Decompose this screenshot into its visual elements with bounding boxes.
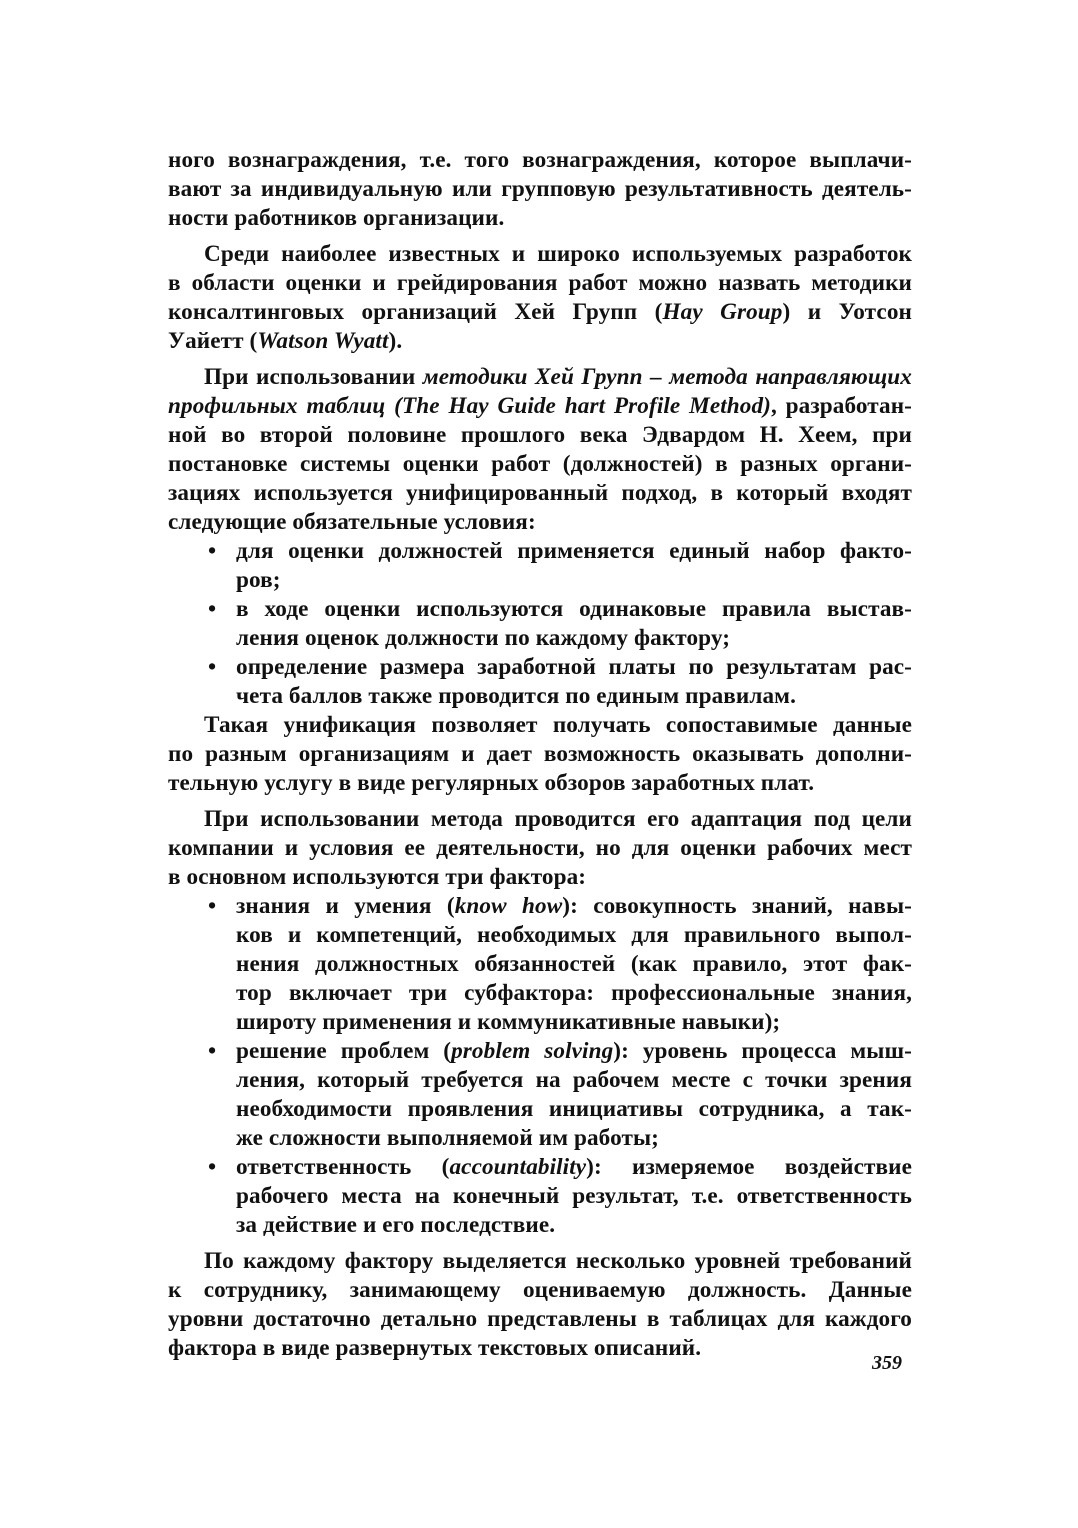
text-run: ): измеряемое воздействие — [586, 1154, 912, 1180]
text-line: рабочего места на конечный результат, т.е. ответственность — [236, 1183, 912, 1209]
text-line: ности работников организации. — [168, 205, 505, 231]
text-line: в области оценки и грейдирования работ можно назвать методики — [168, 270, 912, 296]
text-line: постановке системы оценки работ (должностей) в разных органи- — [168, 451, 912, 477]
page-text-column — [168, 146, 912, 1363]
text-line — [168, 1153, 912, 1182]
paragraph — [168, 240, 912, 356]
text-line: При использовании метода проводится его адаптация под цели — [204, 806, 912, 832]
text-line: компании и условия ее деятельности, но для оценки рабочих мест — [168, 835, 912, 861]
text-run: При использовании — [204, 364, 423, 390]
italic-term: Watson Wyatt — [257, 328, 389, 354]
text-line: к сотруднику, занимающему оцениваемую должность. Данные — [168, 1277, 912, 1303]
text-run: для оценки должностей применяется единый набор факто- — [236, 538, 912, 564]
text-run: ): уровень процесса мыш- — [613, 1038, 912, 1064]
paragraph — [168, 1247, 912, 1363]
text-line: ления оценок должности по каждому фактору; — [236, 625, 731, 651]
text-line: же сложности выполняемой им работы; — [236, 1125, 659, 1151]
text-line: тор включает три субфактора: профессиональные знания, — [236, 980, 912, 1006]
text-line — [168, 1037, 912, 1066]
text-line: ного вознаграждения, т.е. того вознаграждения, которое выплачи- — [168, 147, 912, 173]
text-line — [168, 327, 912, 356]
text-run: Уайетт ( — [168, 328, 258, 354]
text-run: ) и Уотсон — [782, 299, 912, 325]
text-line: фактора в виде развернутых текстовых описаний. — [168, 1335, 702, 1361]
text-line: Среди наиболее известных и широко используемых разработок — [204, 241, 912, 267]
paragraph — [168, 146, 912, 233]
text-line: уровни достаточно детально представлены в таблицах для каждого — [168, 1306, 912, 1332]
text-line: Такая унификация позволяет получать сопоставимые данные — [204, 712, 912, 738]
italic-term: know how — [454, 893, 563, 919]
text-line: ления, который требуется на рабочем месте с точки зрения — [236, 1067, 912, 1093]
text-line: за действие и его последствие. — [236, 1212, 556, 1238]
text-run: решение проблем ( — [236, 1038, 452, 1064]
bullet-icon: • — [208, 538, 217, 564]
list-item — [168, 1037, 912, 1153]
text-line: ров; — [236, 567, 281, 593]
bullet-list — [168, 537, 912, 711]
text-line: зациях используется унифицированный подход, в который входят — [168, 480, 912, 506]
text-line — [168, 537, 912, 566]
text-line — [168, 298, 912, 327]
text-run: консалтинговых организаций Хей Групп ( — [168, 299, 663, 325]
text-line: широту применения и коммуникативные навыки); — [236, 1009, 781, 1035]
bullet-list — [168, 892, 912, 1240]
text-line: следующие обязательные условия: — [168, 509, 536, 535]
text-run: , разработан- — [770, 393, 912, 419]
list-item — [168, 595, 912, 653]
text-run: ). — [388, 328, 403, 354]
text-run: ): совокупность знаний, навы- — [562, 893, 912, 919]
paragraph — [168, 711, 912, 798]
text-line — [168, 892, 912, 921]
italic-term: accountability — [449, 1154, 587, 1180]
text-line: в основном используются три фактора: — [168, 864, 587, 890]
text-line: По каждому фактору выделяется несколько уровней требований — [204, 1248, 912, 1274]
text-line: тельную услугу в виде регулярных обзоров заработных плат. — [168, 770, 815, 796]
text-line: по разным организациям и дает возможность оказывать дополни- — [168, 741, 912, 767]
text-line: нения должностных обязанностей (как правило, этот фак- — [236, 951, 912, 977]
list-item — [168, 653, 912, 711]
text-line: ков и компетенций, необходимых для правильного выпол- — [236, 922, 912, 948]
text-run: знания и умения ( — [236, 893, 455, 919]
paragraph — [168, 805, 912, 892]
italic-term: problem solving — [451, 1038, 614, 1064]
italic-term: методики Хей Групп – метода направляющих — [422, 364, 913, 390]
bullet-icon: • — [208, 893, 217, 919]
text-line: вают за индивидуальную или групповую результативность деятель- — [168, 176, 912, 202]
bullet-icon: • — [208, 654, 217, 680]
text-line: необходимости проявления инициативы сотрудника, а так- — [236, 1096, 912, 1122]
bullet-icon: • — [208, 1154, 217, 1180]
bullet-icon: • — [208, 1038, 217, 1064]
text-line: чета баллов также проводится по единым правилам. — [236, 683, 796, 709]
text-line — [168, 392, 912, 421]
list-item — [168, 537, 912, 595]
page-number: 359 — [872, 1352, 902, 1374]
bullet-icon: • — [208, 596, 217, 622]
italic-term: Hay Group — [662, 299, 783, 325]
text-run: ответственность ( — [236, 1154, 450, 1180]
text-run: определение размера заработной платы по результатам рас- — [236, 654, 912, 680]
text-run: в ходе оценки используются одинаковые правила выстав- — [236, 596, 912, 622]
text-line — [168, 595, 912, 624]
text-line — [168, 653, 912, 682]
list-item — [168, 1153, 912, 1240]
text-line — [168, 363, 912, 392]
italic-term: профильных таблиц (The Hay Guide hart Profile Method) — [168, 393, 771, 419]
list-item — [168, 892, 912, 1037]
text-line: ной во второй половине прошлого века Эдвардом Н. Хеем, при — [168, 422, 912, 448]
paragraph — [168, 363, 912, 537]
